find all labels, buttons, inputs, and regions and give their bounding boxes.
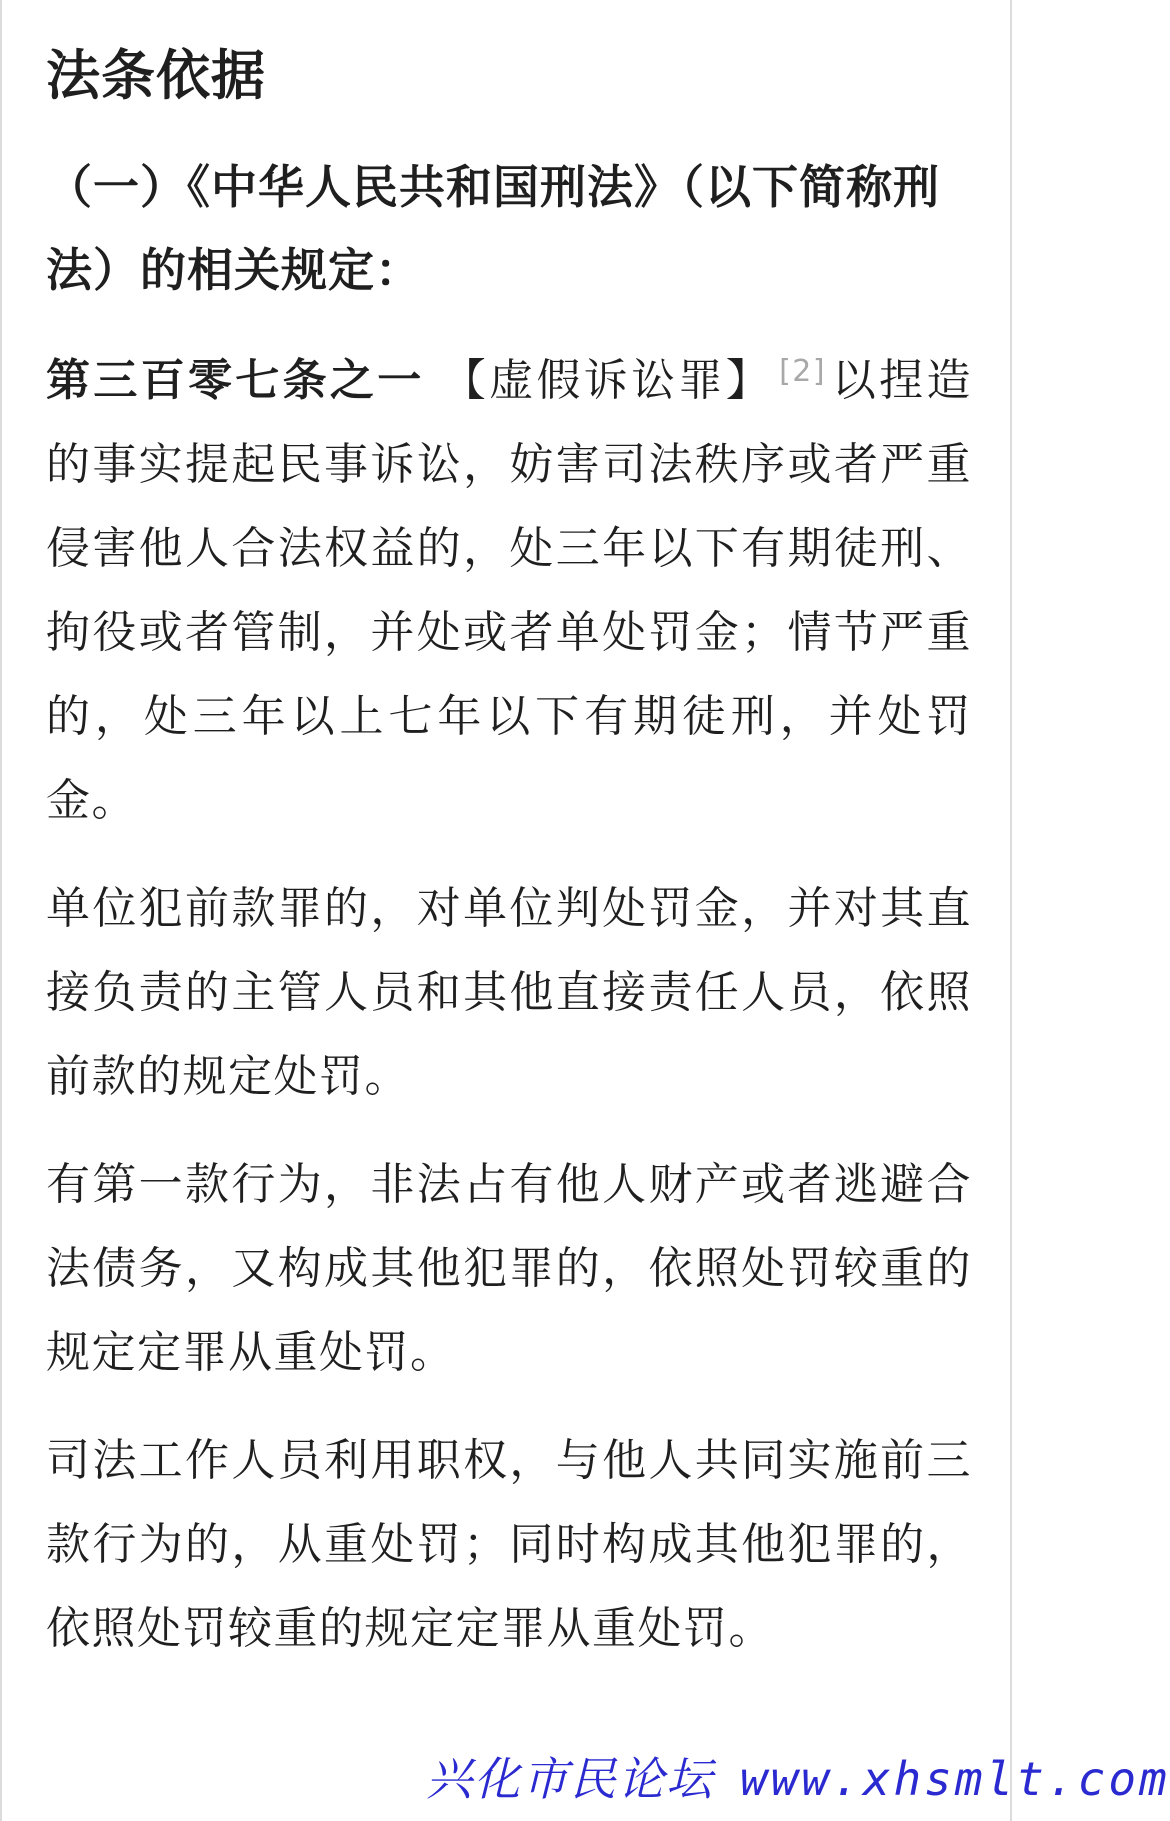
article-text: 以捏造的事实提起民事诉讼，妨害司法秩序或者严重侵害他人合法权益的，处三年以下有期徒刑、拘役或者管制，并处或者单处罚金；情节严重的，处三年以上七年以下有期徒刑，并处罚金。 — [46, 355, 973, 826]
article-content — [46, 40, 972, 1695]
paragraph-2: 有第一款行为，非法占有他人财产或者逃避合法债务，又构成其他犯罪的，依照处罚较重的规定定罪从重处罚。 — [46, 1159, 972, 1378]
law-subheading: （一）《中华人民共和国刑法》（以下简称刑法）的相关规定： — [46, 160, 940, 297]
paragraph-3: 司法工作人员利用职权，与他人共同实施前三款行为的，从重处罚；同时构成其他犯罪的，依照处罚较重的规定定罪从重处罚。 — [46, 1435, 972, 1654]
watermark-site-name: 兴化市民论坛 — [426, 1752, 714, 1806]
article-number: 第三百零七条之一 — [46, 355, 425, 406]
crime-name: 【虚假诉讼罪】 — [441, 355, 774, 406]
article-paragraph — [46, 330, 972, 843]
watermark — [426, 1743, 1170, 1809]
watermark-url: www.xhsmlt.com — [740, 1752, 1170, 1806]
paragraph-1: 单位犯前款罪的，对单位判处罚金，并对其直接负责的主管人员和其他直接责任人员，依照前款的规定处罚。 — [46, 883, 972, 1102]
reference-link[interactable]: [2] — [779, 354, 827, 389]
section-title: 法条依据 — [46, 44, 266, 107]
